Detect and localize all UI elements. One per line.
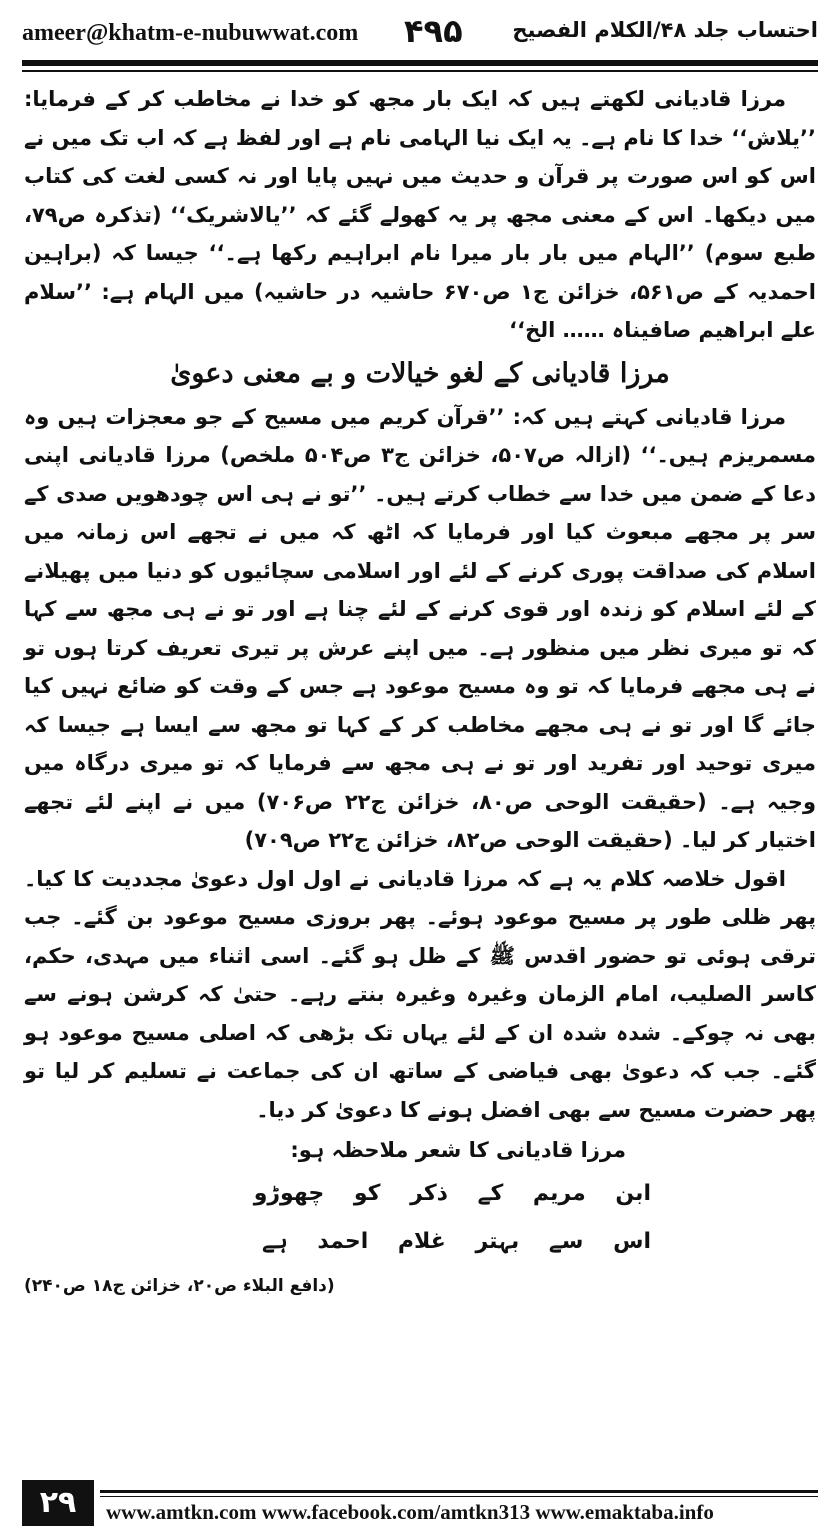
header-book-title: احتساب جلد ۴۸/الکلام الفصیح: [512, 18, 818, 42]
header-rule-thick: [22, 60, 818, 66]
poem-verse-2: اس سے بہتر غلام احمد ہے: [261, 1228, 651, 1254]
paragraph-intro: مرزا قادیانی لکھتے ہیں کہ ایک بار مجھ کو خدا نے مخاطب کر کے فرمایا: ’’یلاش‘‘ خدا کا نام ہے۔ یہ ایک نیا الہامی نام ہے اور لفظ ہے کہ اب تک میں نے اس کو اس صورت پر قرآن و حدیث میں نہیں پایا اور نہ کسی لغت کی کتاب میں دیکھا۔ اس کے معنی مجھ پر یہ کھولے گئے کہ ’’یالاشریک‘‘ (تذکرہ ص۷۹، طبع سوم) ’’الہام میں بار بار میرا نام ابراہیم رکھا ہے۔‘‘ جیسا کہ (براہین احمدیہ کے ص۵۶۱، خزائن ج۱ ص۶۷۰ حاشیہ در حاشیہ) میں الہام ہے: ’’سلام علے ابراھیم صافیناہ …… الخ‘‘: [24, 87, 816, 342]
paragraph-summary: اقول خلاصہ کلام یہ ہے کہ مرزا قادیانی نے اول اول دعویٰ مجددیت کا کیا۔ پھر ظلی طور پر مسیح موعود ہوئے۔ پھر بروزی مسیح موعود بن گئے۔ جب ترقی ہوئی تو حضور اقدس ﷺ کے ظل ہو گئے۔ اسی اثناء میں مہدی، حکم، کاسر الصلیب، امام الزمان وغیرہ وغیرہ بنتے رہے۔ حتیٰ کہ کرشن ہونے سے بھی نہ چوکے۔ شدہ شدہ ان کے لئے یہاں تک بڑھی کہ اصلی مسیح موعود ہو گئے۔ جب کہ دعویٰ بھی فیاضی کے ساتھ ان کی جماعت نے تسلیم کر لیا تو پھر حضرت مسیح سے بھی افضل ہونے کا دعویٰ کر دیا۔: [24, 866, 816, 1122]
page-body: [24, 80, 816, 1306]
footer-rule-thick: [100, 1490, 818, 1493]
poem-source-text: (دافع البلاء ص۲۰، خزائن ج۱۸ ص۲۴۰): [24, 1275, 335, 1296]
poem-source-citation: [24, 1266, 816, 1306]
poem-lead: مرزا قادیانی کا شعر ملاحظہ ہو:: [290, 1138, 626, 1162]
paragraph-claims: مرزا قادیانی کہتے ہیں کہ: ’’قرآن کریم میں مسیح کے جو معجزات ہیں وہ مسمریزم ہیں۔‘‘ (ازالہ ص۵۰۷، خزائن ج۳ ص۵۰۴ ملخص) مرزا قادیانی اپنی دعا کے ضمن میں خدا سے خطاب کرتے ہیں۔ ’’تو نے ہی اس چودھویں صدی کے سر پر مجھے مبعوث کیا اور فرمایا کہ اٹھ کہ میں نے تجھے اس زمانہ میں اسلام کی صداقت پوری کرنے کے لئے اور اسلامی سچائیوں کو دنیا میں پھیلانے کے لئے اسلام کو زندہ اور قوی کرنے کے لئے چنا ہے اور تو نے ہی مجھ سے کہا کہ تو میری نظر میں منظور ہے۔ میں اپنے عرش پر تیری تعریف کرتا ہوں تو نے ہی مجھے فرمایا کہ تو وہ مسیح موعود ہے جس کے وقت کو ضائع نہیں کیا جائے گا اور تو نے ہی مجھے مخاطب کر کے کہا تو مجھ سے ایسا ہے جیسا کہ میری توحید اور تفرید اور تو نے ہی مجھ سے فرمایا کہ تو میری درگاہ میں وجیہ ہے۔ (حقیقت الوحی ص۸۰، خزائن ج۲۲ ص۷۰۶) میں نے اپنے لئے تجھے اختیار کر لیا۔ (حقیقت الوحی ص۸۲، خزائن ج۲۲ ص۷۰۹): [24, 404, 816, 852]
header-email: ameer@khatm-e-nubuwwat.com: [22, 20, 359, 46]
poem-verse-1: ابن مریم کے ذکر کو چھوڑو: [253, 1180, 651, 1206]
header-page-number: ۴۹۵: [404, 12, 463, 50]
page-footer: [22, 1480, 818, 1530]
footer-urls: www.amtkn.com www.facebook.com/amtkn313 www.emaktaba.info: [106, 1500, 714, 1524]
page-header: [22, 8, 818, 58]
footer-page-marker: ۲۹: [22, 1480, 94, 1526]
section-heading: مرزا قادیانی کے لغو خیالات و بے معنی دعویٰ: [170, 357, 670, 389]
header-rule-thin: [22, 70, 818, 72]
footer-rule-thin: [100, 1496, 818, 1497]
